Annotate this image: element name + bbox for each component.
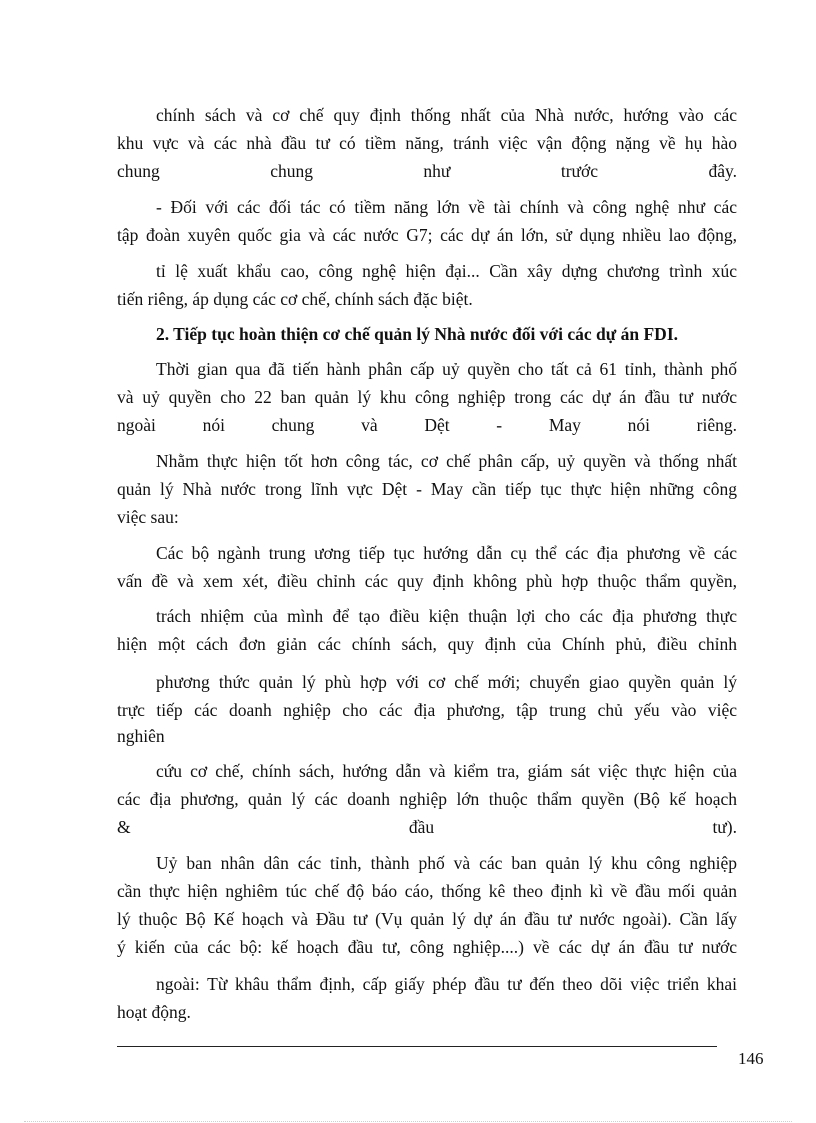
text-line: cứu cơ chế, chính sách, hướng dẫn và kiểm tra, giám sát việc thực hiện của [156,761,737,781]
text-line: ngoài nói chung và Dệt - May nói riêng. [117,415,737,435]
text-line: tập đoàn xuyên quốc gia và các nước G7; các dự án lớn, sử dụng nhiều lao động, [117,225,737,245]
text-line: & đầu tư). [117,817,737,837]
text-line: - Đối với các đối tác có tiềm năng lớn về tài chính và công nghệ như các [156,197,737,217]
footer-rule [117,1046,717,1047]
text-line: lý thuộc Bộ Kế hoạch và Đầu tư (Vụ quản lý dự án đầu tư nước ngoài). Cần lấy [117,909,737,929]
text-line: trực tiếp các doanh nghiệp cho các địa phương, tập trung chủ yếu vào việc [117,700,737,720]
text-line: trách nhiệm của mình để tạo điều kiện thuận lợi cho các địa phương thực [156,606,737,626]
text-line: vấn đề và xem xét, điều chỉnh các quy định không phù hợp thuộc thẩm quyền, [117,571,737,591]
text-line: phương thức quản lý phù hợp với cơ chế mới; chuyển giao quyền quản lý [156,672,737,692]
text-line: các địa phương, quản lý các doanh nghiệp lớn thuộc thẩm quyền (Bộ kế hoạch [117,789,737,809]
text-line: tiến riêng, áp dụng các cơ chế, chính sách đặc biệt. [117,289,473,309]
text-line: nghiên [117,726,165,746]
text-line: ý kiến của các bộ: kế hoạch đầu tư, công nghiệp....) về các dự án đầu tư nước [117,937,737,957]
text-line: chính sách và cơ chế quy định thống nhất của Nhà nước, hướng vào các [156,105,737,125]
text-line: Nhằm thực hiện tốt hơn công tác, cơ chế phân cấp, uỷ quyền và thống nhất [156,451,737,471]
text-line: Thời gian qua đã tiến hành phân cấp uỷ quyền cho tất cả 61 tỉnh, thành phố [156,359,737,379]
text-line: và uỷ quyền cho 22 ban quản lý khu công nghiệp trong các dự án đầu tư nước [117,387,737,407]
text-line: hoạt động. [117,1002,191,1022]
text-line: chung chung như trước đây. [117,161,737,181]
text-line: ngoài: Từ khâu thẩm định, cấp giấy phép đầu tư đến theo dõi việc triển khai [156,974,737,994]
text-line: khu vực và các nhà đầu tư có tiềm năng, tránh việc vận động nặng về hụ hào [117,133,737,153]
text-line: Các bộ ngành trung ương tiếp tục hướng dẫn cụ thể các địa phương về các [156,543,737,563]
text-line: việc sau: [117,507,179,527]
text-line: Uỷ ban nhân dân các tỉnh, thành phố và các ban quản lý khu công nghiệp [156,853,737,873]
text-line: cần thực hiện nghiêm túc chế độ báo cáo, thống kê theo định kì về đầu mối quản [117,881,737,901]
page-number: 146 [738,1049,764,1068]
text-line: tỉ lệ xuất khẩu cao, công nghệ hiện đại... Cần xây dựng chương trình xúc [156,261,737,281]
text-line: hiện một cách đơn giản các chính sách, quy định của Chính phủ, điều chỉnh [117,634,737,654]
text-line: quản lý Nhà nước trong lĩnh vực Dệt - May cần tiếp tục thực hiện những công [117,479,737,499]
section-heading: 2. Tiếp tục hoàn thiện cơ chế quản lý Nhà nước đối với các dự án FDI. [156,324,679,344]
page-bottom-border [24,1121,792,1122]
